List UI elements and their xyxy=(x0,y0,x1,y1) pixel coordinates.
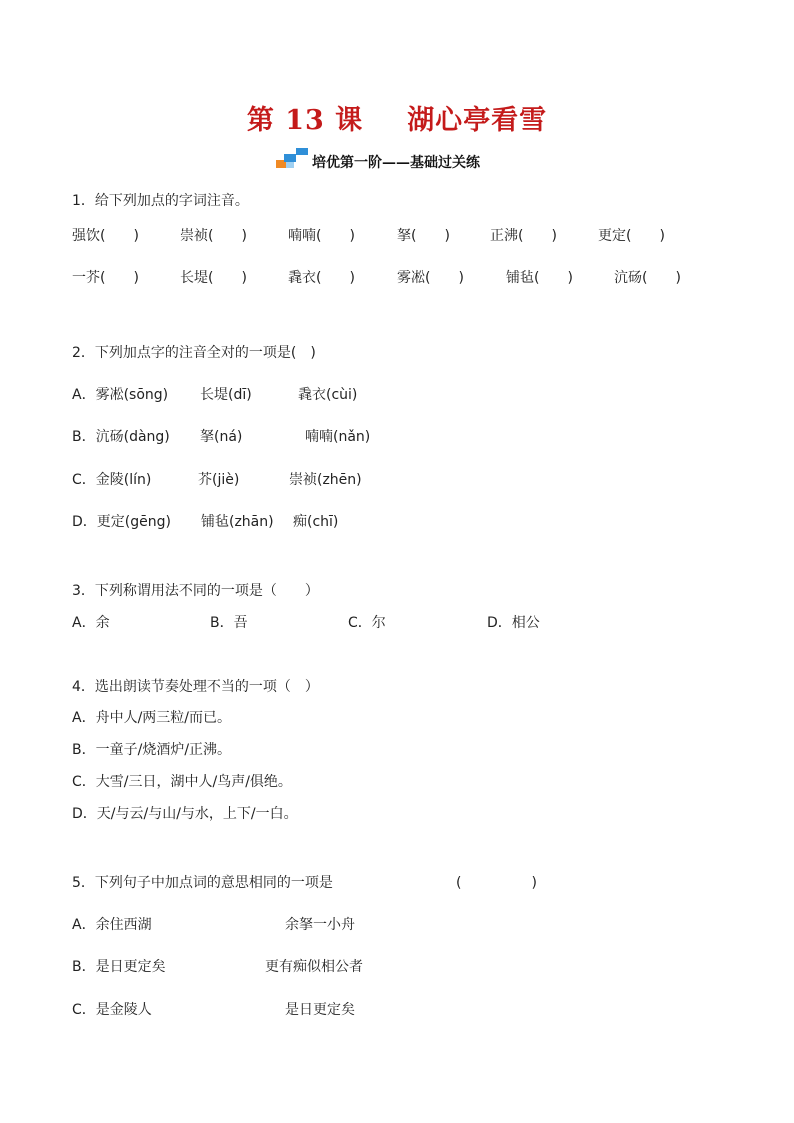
q1-blank: 强饮( ) xyxy=(72,228,139,244)
q1-blank: 拏( ) xyxy=(397,228,450,244)
q5-option-b-2: 更有痴似相公者 xyxy=(265,959,363,975)
question-1-stem: 1．给下列加点的字词注音。 xyxy=(72,193,249,209)
q2-option-a-1: A．雾凇(sōng) xyxy=(72,387,169,403)
q3-option-b: B．吾 xyxy=(210,615,248,631)
question-3-stem: 3．下列称谓用法不同的一项是（ ） xyxy=(72,583,319,599)
q1-blank: 沆砀( ) xyxy=(614,270,681,286)
q4-option-c: C．大雪/三日，湖中人/鸟声/俱绝。 xyxy=(72,774,292,790)
q1-blank: 崇祯( ) xyxy=(180,228,247,244)
q2-option-b-3: 喃喃(nǎn) xyxy=(305,429,371,445)
q3-option-c: C．尔 xyxy=(348,615,386,631)
q2-option-b-1: B．沆砀(dàng) xyxy=(72,429,170,445)
q2-option-d-2: 铺毡(zhān) xyxy=(201,514,274,530)
lesson-name: 湖心亭看雪 xyxy=(407,105,548,136)
q4-option-b: B．一童子/烧酒炉/正沸。 xyxy=(72,742,232,758)
q2-option-c-1: C．金陵(lín) xyxy=(72,472,152,488)
question-5-stem: 5．下列句子中加点词的意思相同的一项是 xyxy=(72,875,333,891)
q1-blank: 毳衣( ) xyxy=(288,270,355,286)
question-4-stem: 4．选出朗读节奏处理不当的一项（ ） xyxy=(72,679,319,695)
q1-blank: 一芥( ) xyxy=(72,270,139,286)
q2-option-d-1: D．更定(gēng) xyxy=(72,514,171,530)
question-2-stem: 2．下列加点字的注音全对的一项是( ) xyxy=(72,345,316,361)
q2-option-c-2: 芥(jiè) xyxy=(198,472,240,488)
q5-option-a-2: 余拏一小舟 xyxy=(285,917,355,933)
q5-option-c-2: 是日更定矣 xyxy=(285,1002,355,1018)
page-title xyxy=(0,98,794,137)
lesson-number: 第 13 课 xyxy=(246,105,364,136)
q1-blank: 正沸( ) xyxy=(490,228,557,244)
q2-option-d-3: 痴(chī) xyxy=(293,514,339,530)
q1-blank: 雾凇( ) xyxy=(397,270,464,286)
q3-option-d: D．相公 xyxy=(487,615,540,631)
q5-option-c-1: C．是金陵人 xyxy=(72,1002,152,1018)
section-heading-text: 培优第一阶——基础过关练 xyxy=(312,155,480,171)
q1-blank: 长堤( ) xyxy=(180,270,247,286)
q2-option-c-3: 崇祯(zhēn) xyxy=(289,472,362,488)
q5-option-a-1: A．余住西湖 xyxy=(72,917,152,933)
q5-option-b-1: B．是日更定矣 xyxy=(72,959,166,975)
q1-blank: 更定( ) xyxy=(598,228,665,244)
q2-option-a-2: 长堤(dī) xyxy=(200,387,252,403)
q4-option-d: D．天/与云/与山/与水，上下/一白。 xyxy=(72,806,298,822)
q1-blank: 铺毡( ) xyxy=(506,270,573,286)
q2-option-a-3: 毳衣(cùi) xyxy=(298,387,358,403)
q4-option-a: A．舟中人/两三粒/而已。 xyxy=(72,710,232,726)
q3-option-a: A．余 xyxy=(72,615,110,631)
q1-blank: 喃喃( ) xyxy=(288,228,355,244)
q2-option-b-2: 拏(ná) xyxy=(200,429,243,445)
q5-answer-paren: ( ) xyxy=(456,875,537,891)
stairs-icon xyxy=(276,146,310,170)
